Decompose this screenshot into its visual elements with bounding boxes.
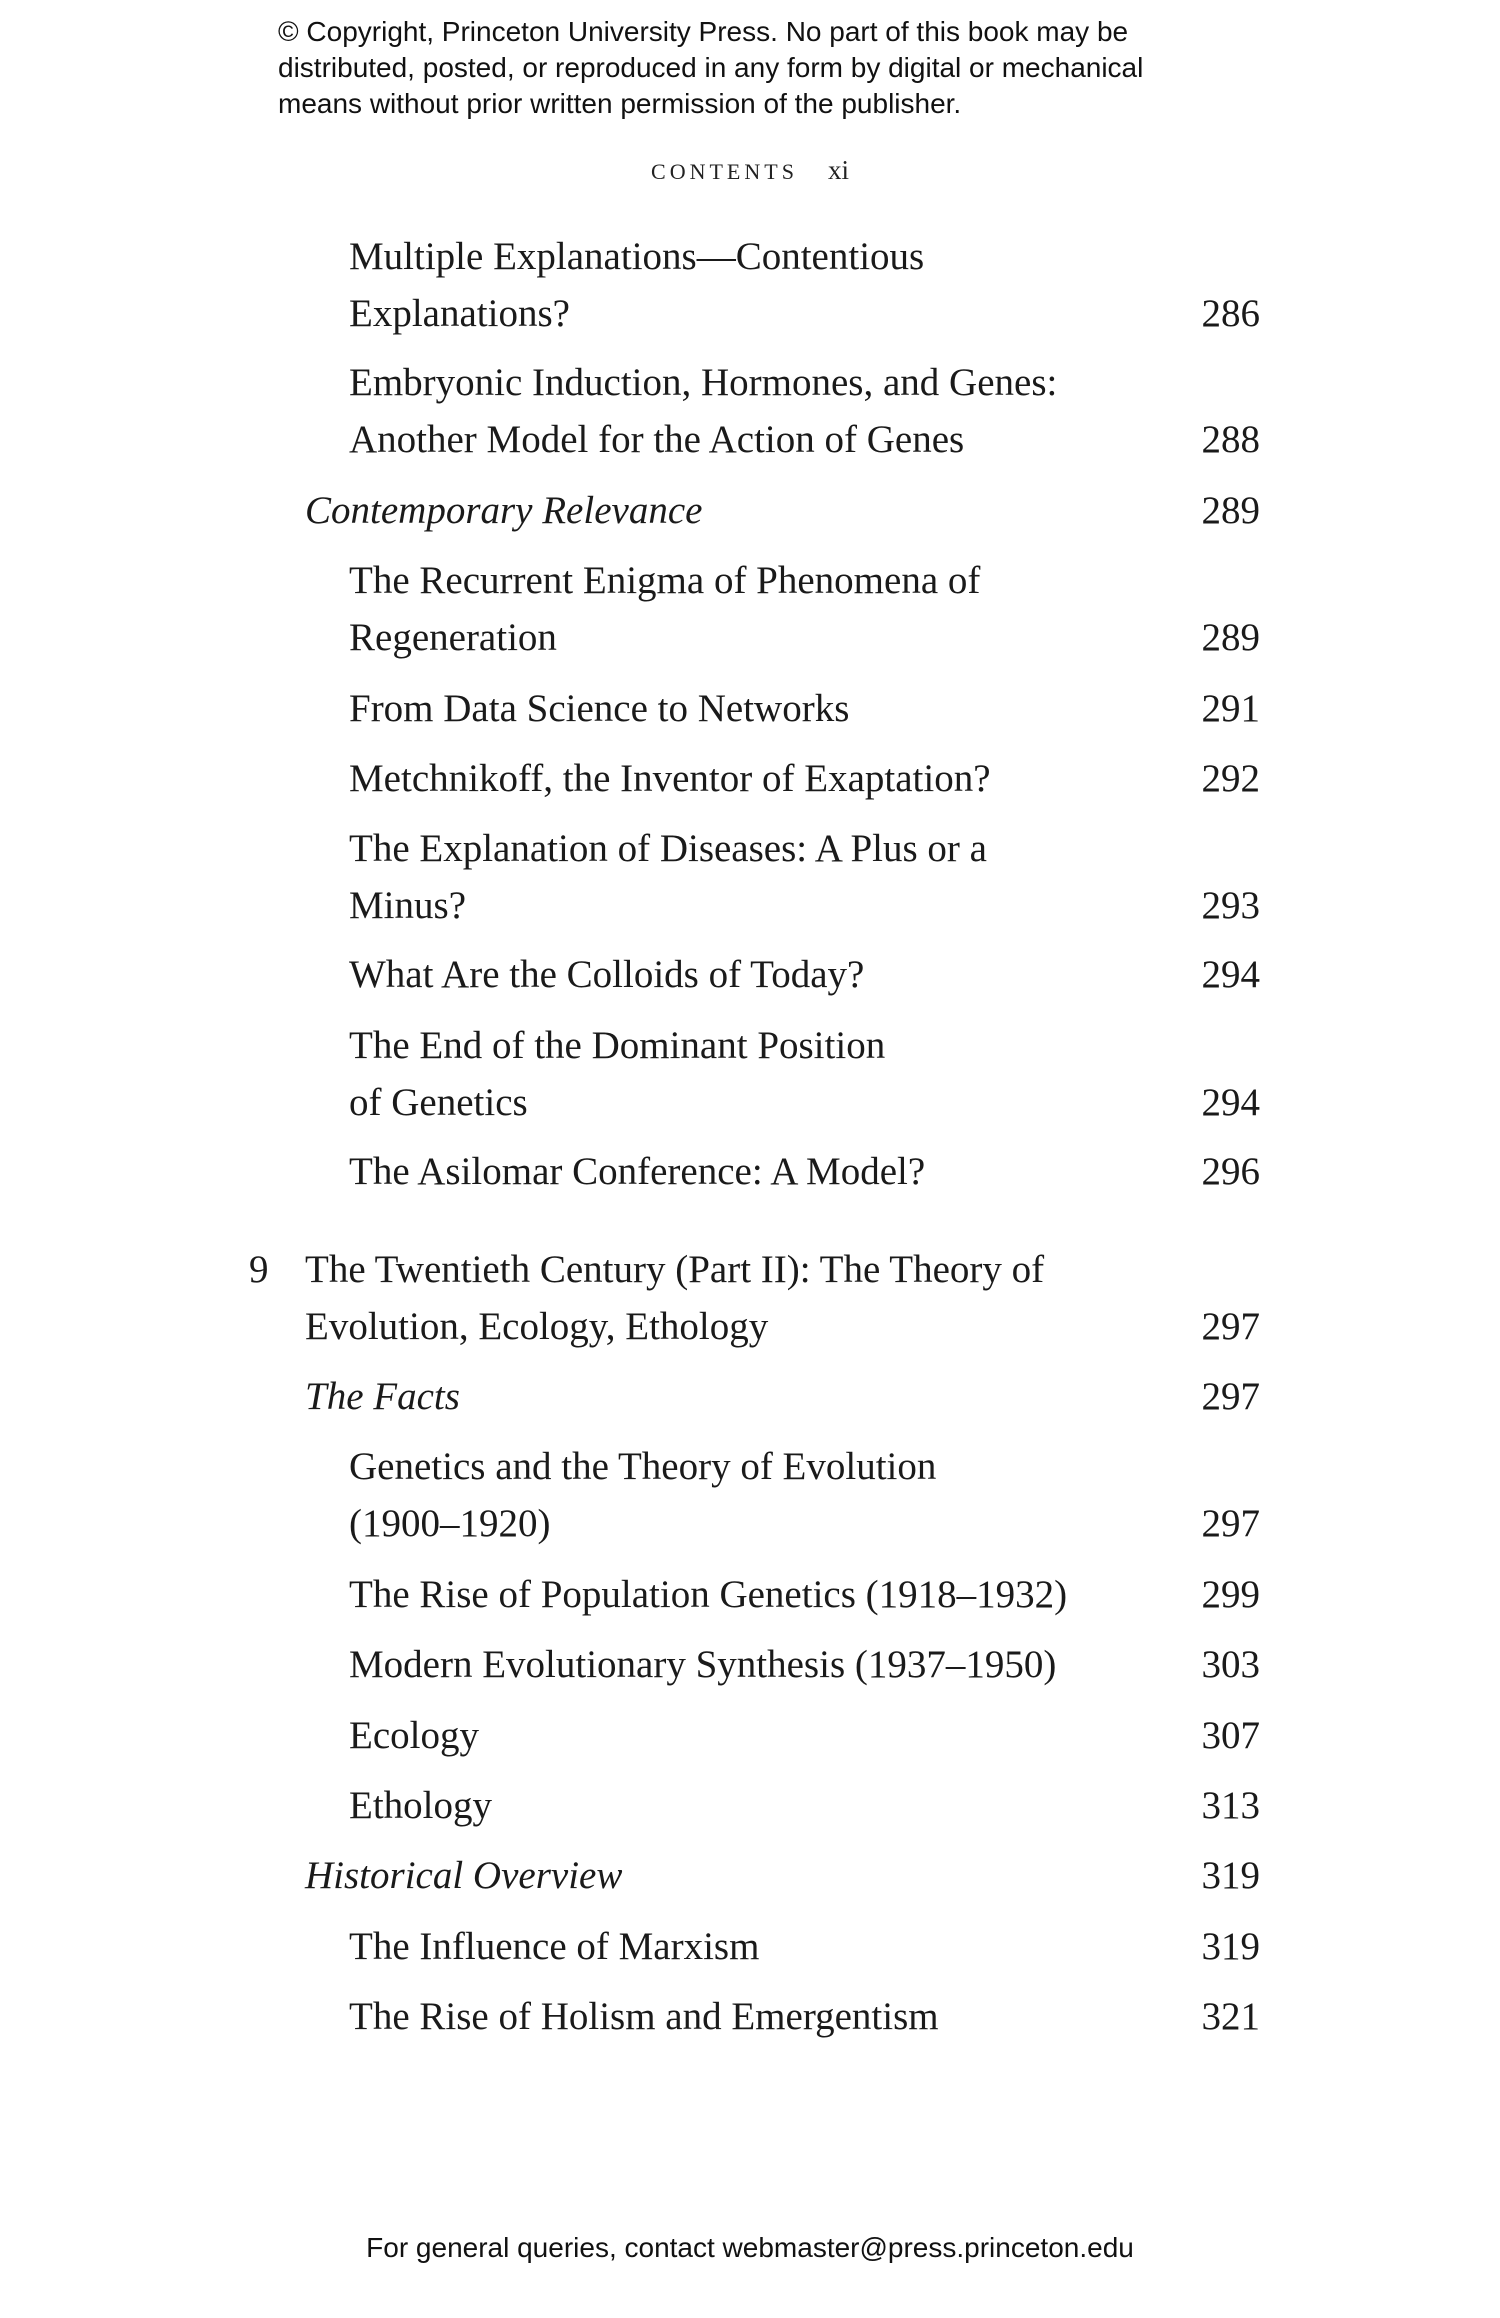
page-number: xi [827,155,849,185]
toc-page-number: 297 [1201,1502,1260,1545]
toc-entry-title [349,1918,759,1975]
toc-page-number: 299 [1201,1573,1260,1616]
toc-page-number: 292 [1201,757,1260,800]
running-head [0,155,1500,186]
toc-entry-title [305,1241,1044,1355]
toc-entry[interactable] [349,1017,1260,1131]
toc-section[interactable] [305,482,1260,539]
toc-page-number: 294 [1201,953,1260,996]
toc-entry-title-line: Minus? [349,884,466,927]
toc-chapter[interactable] [305,1241,1260,1355]
toc-entry-title-line: Another Model for the Action of Genes [349,418,965,461]
toc-entry[interactable] [349,354,1260,468]
toc-entry-title-line: Metchnikoff, the Inventor of Exaptation? [349,757,991,800]
toc-entry-title [349,552,980,666]
running-head-label: CONTENTS [651,159,798,184]
toc-section[interactable] [305,1368,1260,1425]
toc-entry-title [305,482,702,539]
toc-entry[interactable] [349,552,1260,666]
toc-entry-title [305,1368,460,1425]
toc-entry-title-line: Genetics and the Theory of Evolution [349,1445,937,1488]
toc-entry-title-line: Multiple Explanations—Contentious [349,235,925,278]
toc-entry-title-line: The Rise of Holism and Emergentism [349,1995,939,2038]
toc-page-number: 293 [1201,884,1260,927]
toc-page-number: 296 [1201,1150,1260,1193]
copyright-line: distributed, posted, or reproduced in any form by digital or mechanical [278,52,1144,83]
toc-page-number: 288 [1201,418,1260,461]
toc-entry-title [349,1566,1067,1623]
toc-page-number: 297 [1201,1305,1260,1348]
toc-entry[interactable] [349,1918,1260,1975]
footer-contact: For general queries, contact webmaster@press.princeton.edu [366,2232,1134,2263]
toc-entry-title-line: Explanations? [349,292,570,335]
toc-entry-title [349,1707,479,1764]
toc-page-number: 294 [1201,1081,1260,1124]
toc-page-number: 313 [1201,1784,1260,1827]
toc-entry[interactable] [349,1988,1260,2045]
toc-section[interactable] [305,1847,1260,1904]
toc-entry[interactable] [349,1566,1260,1623]
toc-entry[interactable] [349,1143,1260,1200]
toc-page-number: 321 [1201,1995,1260,2038]
toc-page-number: 291 [1201,687,1260,730]
toc-entry-title-line: The Rise of Population Genetics (1918–1932) [349,1573,1068,1616]
toc-entry[interactable] [349,820,1260,934]
toc-entry-title-line: From Data Science to Networks [349,687,850,730]
toc-entry-title [349,946,864,1003]
toc-page-number: 297 [1201,1375,1260,1418]
toc-entry-title [349,750,991,807]
toc-page-number: 286 [1201,292,1260,335]
toc-entry[interactable] [349,750,1260,807]
toc-entry-title [349,680,849,737]
toc-entry-title [349,1017,885,1131]
toc-entry-title-line: of Genetics [349,1081,528,1124]
toc-entry[interactable] [349,228,1260,342]
toc-entry-title [349,228,924,342]
toc-entry-title-line: What Are the Colloids of Today? [349,953,865,996]
toc-entry[interactable] [349,1438,1260,1552]
toc-entry-title-line: (1900–1920) [349,1502,551,1545]
toc-entry-title-line: Ecology [349,1714,479,1757]
toc-page-number: 303 [1201,1643,1260,1686]
toc-entry-title [349,1143,925,1200]
toc-entry-title [349,820,987,934]
toc-entry-title-line: Modern Evolutionary Synthesis (1937–1950) [349,1643,1057,1686]
toc-entry[interactable] [349,680,1260,737]
toc-entry-title [349,1988,939,2045]
toc-entry-title-line: The Recurrent Enigma of Phenomena of [349,559,981,602]
toc-page-number: 289 [1201,489,1260,532]
toc-entry-title-line: Regeneration [349,616,557,659]
copyright-notice [278,14,1143,122]
toc-entry-title [349,1777,492,1834]
toc-entry-title-line: The Facts [305,1375,460,1418]
toc-page-number: 289 [1201,616,1260,659]
toc-entry-title-line: Contemporary Relevance [305,489,703,532]
toc-entry-title-line: Evolution, Ecology, Ethology [305,1305,769,1348]
toc-page-number: 319 [1201,1925,1260,1968]
toc-entry[interactable] [349,1707,1260,1764]
toc-entry-title-line: Embryonic Induction, Hormones, and Genes: [349,361,1058,404]
toc-entry-title [349,354,1057,468]
toc-entry-title-line: Historical Overview [305,1854,623,1897]
toc-entry-title [349,1438,936,1552]
copyright-line: © Copyright, Princeton University Press. No part of this book may be [278,16,1129,47]
toc-entry[interactable] [349,946,1260,1003]
toc-entry-title [305,1847,622,1904]
toc-entry[interactable] [349,1777,1260,1834]
toc-entry-title-line: The Explanation of Diseases: A Plus or a [349,827,987,870]
toc-entry-title-line: Ethology [349,1784,492,1827]
toc-entry-title-line: The Influence of Marxism [349,1925,760,1968]
chapter-number: 9 [249,1248,269,1291]
toc-entry-title [349,1636,1056,1693]
toc-entry-title-line: The End of the Dominant Position [349,1024,886,1067]
copyright-line: means without prior written permission of the publisher. [278,88,962,119]
toc-entry-title-line: The Twentieth Century (Part II): The Theory of [305,1248,1045,1291]
toc-page-number: 307 [1201,1714,1260,1757]
toc-entry[interactable] [349,1636,1260,1693]
toc-page-number: 319 [1201,1854,1260,1897]
toc-entry-title-line: The Asilomar Conference: A Model? [349,1150,926,1193]
